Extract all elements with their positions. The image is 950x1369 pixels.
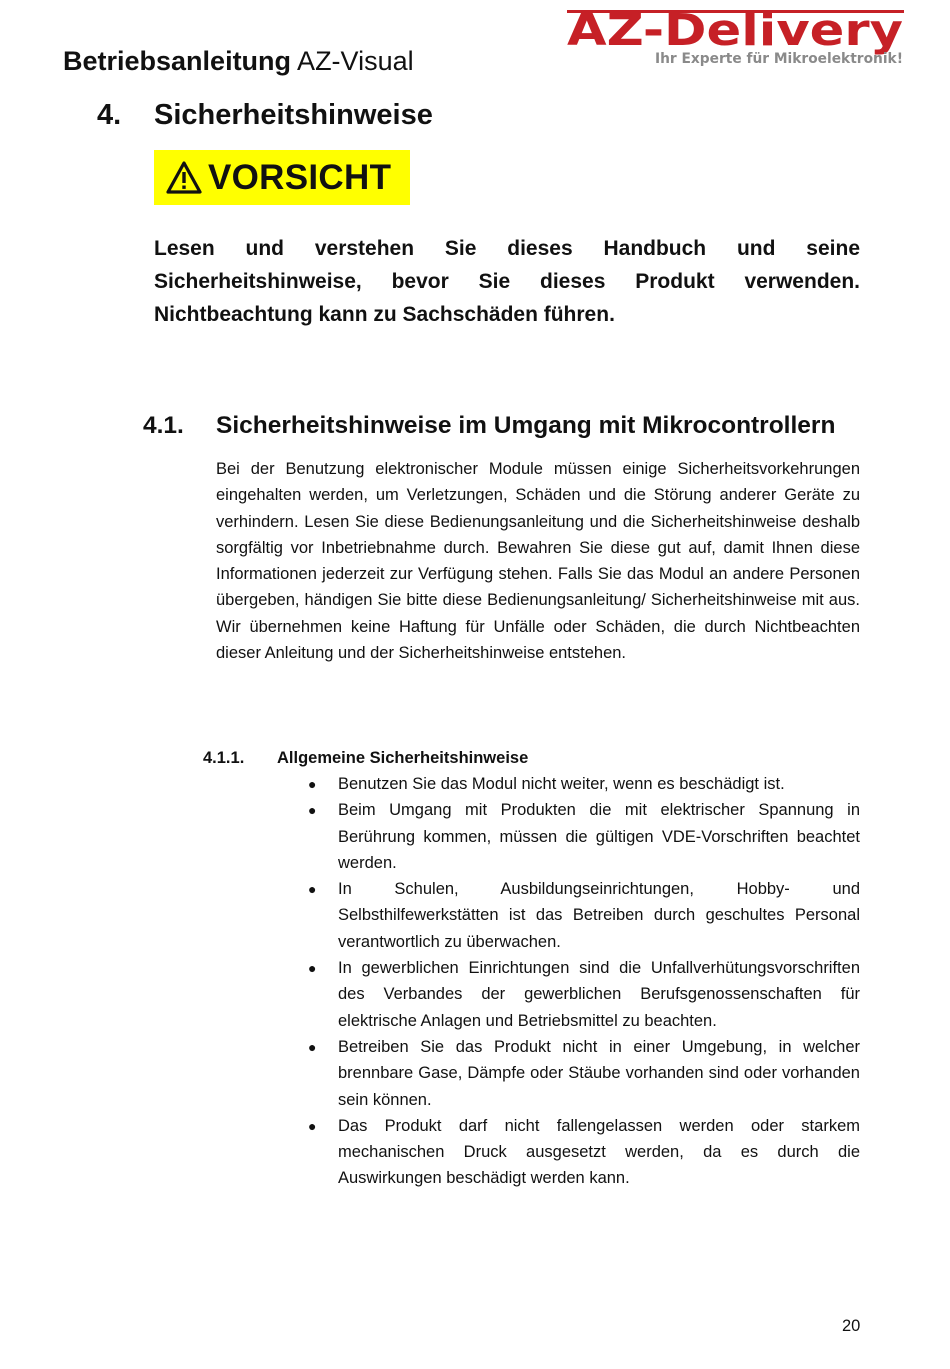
list-item — [306, 955, 860, 1034]
section-heading — [97, 95, 433, 135]
caution-banner — [154, 150, 410, 205]
az-delivery-logo — [563, 4, 908, 68]
logo-tagline: Ihr Experte für Mikroelektronik! — [655, 51, 903, 67]
bullet-dot-icon: ● — [308, 802, 317, 819]
list-item-text: Das Produkt darf nicht fallengelassen werden oder starkem mechanischen Druck ausgesetzt werden, da es durch die Auswirkungen beschädigt werden kann. — [338, 1116, 860, 1188]
list-item-text: In Schulen, Ausbildungseinrichtungen, Hobby- und Selbsthilfewerkstätten ist das Betreiben durch geschultes Personal verantwortlich zu überwachen. — [338, 880, 860, 951]
logo-wordmark: AZ-Delivery — [567, 5, 903, 56]
caution-label: VORSICHT — [208, 157, 392, 197]
list-item-text: Benutzen Sie das Modul nicht weiter, wenn es beschädigt ist. — [338, 775, 785, 793]
list-item — [306, 876, 860, 955]
safety-bullet-list — [306, 771, 860, 1192]
bullet-dot-icon: ● — [308, 1117, 317, 1134]
caution-statement: Lesen und verstehen Sie dieses Handbuch und seine Sicherheitshinweise, bevor Sie dieses Produkt verwenden. Nichtbeachtung kann zu Sachschäden führen. — [154, 237, 860, 326]
az-delivery-logo-graphic — [563, 4, 908, 68]
bullet-dot-icon: ● — [308, 776, 317, 792]
subsubsection-heading — [203, 745, 528, 771]
list-item-text: Beim Umgang mit Produkten die mit elektrischer Spannung in Berührung kommen, müssen die gültigen VDE-Vorschriften beachtet werden. — [338, 801, 860, 872]
subsubsection-number: 4.1.1. — [203, 749, 245, 767]
list-item — [306, 1034, 860, 1113]
list-item — [306, 797, 860, 876]
section-title: Sicherheitshinweise — [154, 99, 433, 131]
list-item-text: In gewerblichen Einrichtungen sind die Unfallverhütungsvorschriften des Verbandes der gewerblichen Berufsgenossenschaften für elektrische Anlagen und Betriebsmittel zu beachten. — [338, 959, 860, 1030]
section-number: 4. — [97, 99, 122, 131]
list-item — [306, 771, 860, 797]
subsection-heading — [143, 409, 835, 443]
bullet-dot-icon: ● — [308, 960, 317, 977]
document-title-product: AZ-Visual — [291, 46, 414, 76]
document-title-bold: Betriebsanleitung — [63, 46, 292, 76]
subsection-number: 4.1. — [143, 412, 184, 439]
document-title — [63, 41, 414, 81]
subsubsection-title: Allgemeine Sicherheitshinweise — [277, 749, 529, 767]
list-item-text: Betreiben Sie das Produkt nicht in einer Umgebung, in welcher brennbare Gase, Dämpfe oder Stäube vorhanden sind oder vorhanden sein können. — [338, 1037, 860, 1109]
bullet-dot-icon: ● — [308, 881, 317, 898]
page-number: 20 — [842, 1317, 861, 1335]
list-item — [306, 1113, 860, 1192]
subsection-body-paragraph: Bei der Benutzung elektronischer Module müssen einige Sicherheitsvorkehrungen eingehalten werden, um Verletzungen, Schäden und die Störung anderer Geräte zu verhindern. Lesen Sie diese Bedienungsanleitung und die Sicherheitshinweise deshalb sorgfältig vor Inbetriebnahme durch. Bewahren Sie diese gut auf, damit Ihnen diese Informationen jederzeit zur Verfügung stehen. Falls Sie das Modul an andere Personen übergeben, händigen Sie bitte diese Bedienungsanleitung/ Sicherheitshinweise mit aus. Wir übernehmen keine Haftung für Unfälle oder Schäden, die durch Nichtbeachten dieser Anleitung und der Sicherheitshinweise entstehen. — [216, 460, 860, 663]
subsection-title: Sicherheitshinweise im Umgang mit Mikrocontrollern — [216, 412, 836, 439]
bullet-dot-icon: ● — [308, 1038, 317, 1055]
warning-triangle-icon — [166, 161, 202, 194]
